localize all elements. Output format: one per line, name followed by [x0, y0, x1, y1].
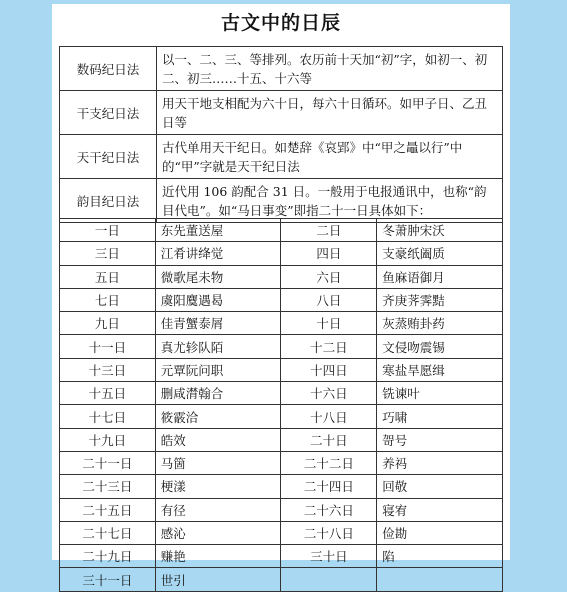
table-row [60, 568, 503, 591]
rhyme-chars [377, 568, 503, 591]
method-row [60, 47, 503, 91]
rhyme-chars: 文侵吻震锡 [377, 335, 503, 358]
rhyme-chars: 齐庚荠霁黠 [377, 288, 503, 311]
day-label [281, 568, 377, 591]
table-row [60, 288, 503, 311]
day-label: 二十日 [281, 428, 377, 451]
page-title: 古文中的日辰 [220, 12, 341, 34]
day-label: 四日 [281, 242, 377, 265]
table-row [60, 265, 503, 288]
method-description: 古代单用天干纪日。如楚辞《哀郢》中“甲之鼂以行”中的“甲”字就是天干纪日法 [157, 135, 503, 179]
table-row [60, 382, 503, 405]
rhyme-chars: 微歌尾未物 [155, 265, 281, 288]
method-description: 用天干地支相配为六十日，每六十日循环。如甲子日、乙丑日等 [157, 91, 503, 135]
day-label: 二十六日 [281, 498, 377, 521]
rhyme-chars: 俭勘 [377, 521, 503, 544]
method-label: 干支纪日法 [60, 91, 157, 135]
table-row [60, 335, 503, 358]
rhyme-chars: 哿号 [377, 428, 503, 451]
rhyme-chars: 虞阳麌遇曷 [155, 288, 281, 311]
rhyme-chars: 巧啸 [377, 405, 503, 428]
table-row [60, 405, 503, 428]
rhyme-chars: 佳青蟹泰屑 [155, 312, 281, 335]
rhyme-chars: 鱼麻语御月 [377, 265, 503, 288]
dating-methods-table [59, 46, 503, 223]
day-label: 十九日 [60, 428, 156, 451]
day-label: 三十一日 [60, 568, 156, 591]
method-description: 近代用 106 韵配合 31 日。一般用于电报通讯中，也称“韵目代电”。如“马日事变”即指二十一日具体如下： [157, 179, 503, 223]
day-label: 九日 [60, 312, 156, 335]
method-row [60, 135, 503, 179]
table-row [60, 475, 503, 498]
rhyme-chars: 回敬 [377, 475, 503, 498]
method-label: 数码纪日法 [60, 47, 157, 91]
day-label: 二十三日 [60, 475, 156, 498]
rhyme-chars: 江肴讲绛觉 [155, 242, 281, 265]
table-row [60, 219, 503, 242]
day-label: 二十八日 [281, 521, 377, 544]
rhyme-chars: 东先董送屋 [155, 219, 281, 242]
rhyme-chars: 皓效 [155, 428, 281, 451]
method-description: 以一、二、三、等排列。农历前十天加“初”字，如初一、初二、初三……十五、十六等 [157, 47, 503, 91]
rhyme-chars: 真尤轸队陌 [155, 335, 281, 358]
rhyme-chars: 养祃 [377, 451, 503, 474]
day-label: 十六日 [281, 382, 377, 405]
table-row [60, 428, 503, 451]
day-label: 二日 [281, 219, 377, 242]
day-label: 十七日 [60, 405, 156, 428]
day-label: 二十一日 [60, 451, 156, 474]
rhyme-chars: 赚艳 [155, 545, 281, 568]
rhyme-chars: 灰蒸贿卦药 [377, 312, 503, 335]
day-label: 二十二日 [281, 451, 377, 474]
rhyme-chars: 马箇 [155, 451, 281, 474]
day-label: 二十七日 [60, 521, 156, 544]
day-label: 六日 [281, 265, 377, 288]
method-row [60, 179, 503, 223]
day-label: 十五日 [60, 382, 156, 405]
day-label: 二十五日 [60, 498, 156, 521]
rhyme-chars: 梗漾 [155, 475, 281, 498]
rhyme-day-table [59, 218, 503, 592]
day-label: 八日 [281, 288, 377, 311]
day-label: 一日 [60, 219, 156, 242]
day-label: 十日 [281, 312, 377, 335]
method-label: 天干纪日法 [60, 135, 157, 179]
rhyme-chars: 支豪纸阖质 [377, 242, 503, 265]
day-label: 十二日 [281, 335, 377, 358]
table-row [60, 545, 503, 568]
method-label: 韵目纪日法 [60, 179, 157, 223]
day-label: 十三日 [60, 358, 156, 381]
table-row [60, 242, 503, 265]
rhyme-chars: 有径 [155, 498, 281, 521]
day-label: 五日 [60, 265, 156, 288]
rhyme-chars: 寒盐旱愿缉 [377, 358, 503, 381]
day-label: 二十九日 [60, 545, 156, 568]
rhyme-chars: 删咸潸翰合 [155, 382, 281, 405]
rhyme-chars: 寝宥 [377, 498, 503, 521]
day-label: 十一日 [60, 335, 156, 358]
method-row [60, 91, 503, 135]
day-label: 三十日 [281, 545, 377, 568]
rhyme-chars: 感沁 [155, 521, 281, 544]
rhyme-chars: 冬萧肿宋沃 [377, 219, 503, 242]
table-row [60, 521, 503, 544]
document-page [52, 4, 510, 588]
table-row [60, 358, 503, 381]
rhyme-chars: 铣谏叶 [377, 382, 503, 405]
table-row [60, 451, 503, 474]
day-label: 七日 [60, 288, 156, 311]
day-label: 二十四日 [281, 475, 377, 498]
table-row [60, 312, 503, 335]
rhyme-chars: 元覃阮问职 [155, 358, 281, 381]
day-label: 十八日 [281, 405, 377, 428]
rhyme-chars: 世引 [155, 568, 281, 591]
day-label: 十四日 [281, 358, 377, 381]
day-label: 三日 [60, 242, 156, 265]
rhyme-chars: 筱霰洽 [155, 405, 281, 428]
rhyme-chars: 陷 [377, 545, 503, 568]
table-row [60, 498, 503, 521]
